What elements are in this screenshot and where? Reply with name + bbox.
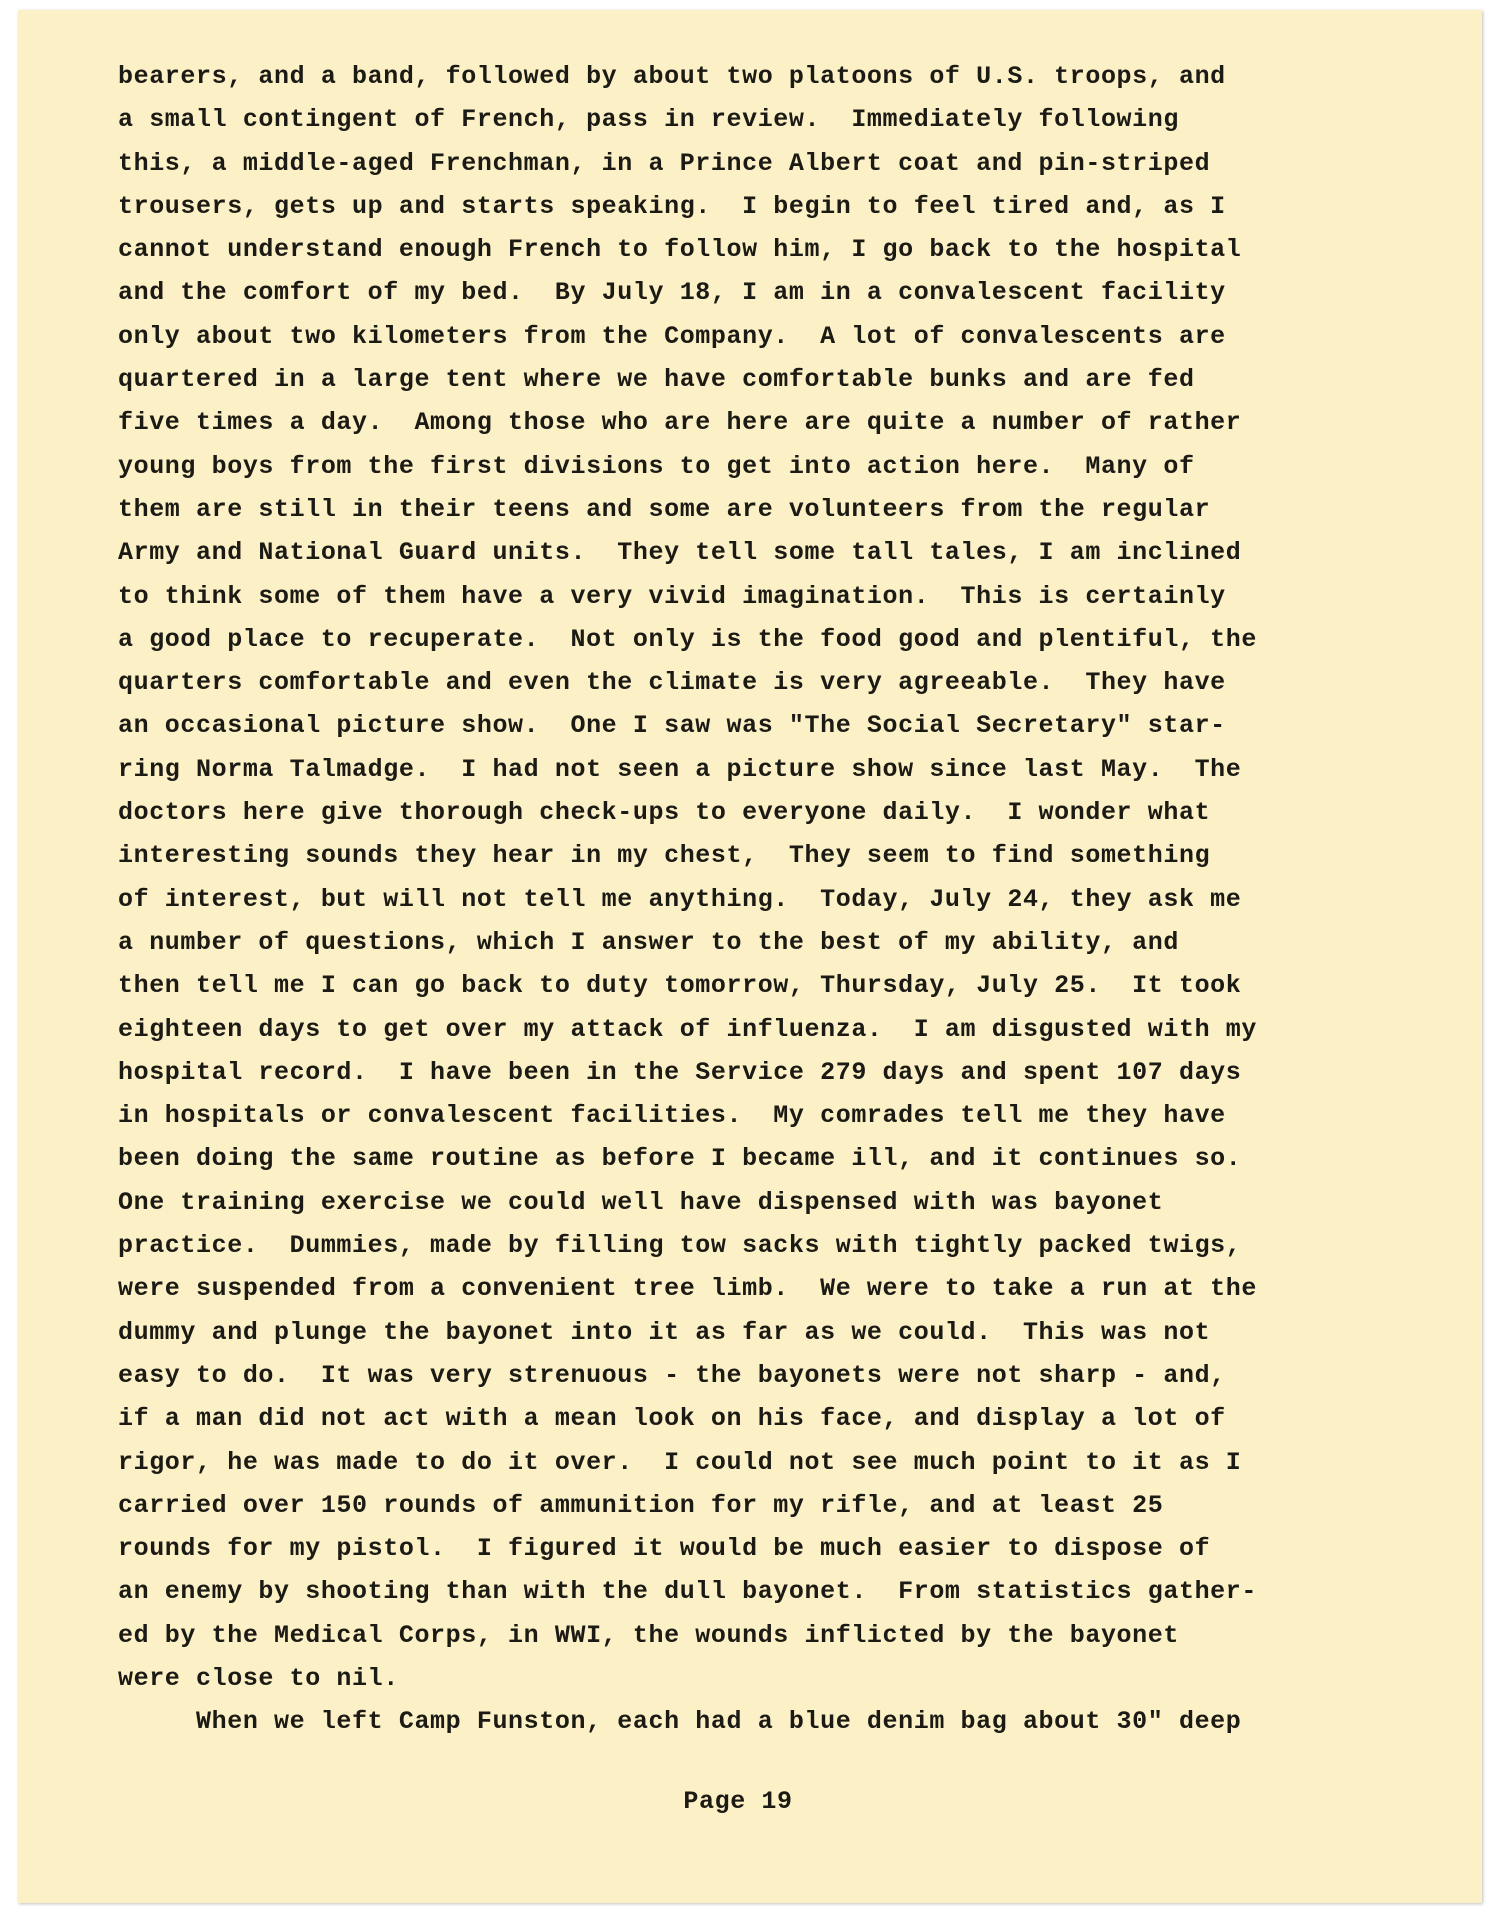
text-line: hospital record. I have been in the Service 279 days and spent 107 days <box>118 1057 1242 1087</box>
text-line: rounds for my pistol. I figured it would be much easier to dispose of <box>118 1534 1211 1564</box>
text-line: interesting sounds they hear in my chest, They seem to find something <box>118 841 1211 871</box>
text-line: dummy and plunge the bayonet into it as far as we could. This was not <box>118 1317 1211 1347</box>
text-line: them are still in their teens and some are volunteers from the regular <box>118 494 1211 524</box>
text-line: only about two kilometers from the Company. A lot of convalescents are <box>118 321 1226 351</box>
text-line: this, a middle-aged Frenchman, in a Prince Albert coat and pin-striped <box>118 148 1211 178</box>
text-line: Army and National Guard units. They tell some tall tales, I am inclined <box>118 538 1242 568</box>
typewritten-page <box>18 10 1482 1903</box>
text-line: in hospitals or convalescent facilities. My comrades tell me they have <box>118 1101 1226 1131</box>
text-line: a small contingent of French, pass in review. Immediately following <box>118 105 1179 135</box>
text-line: When we left Camp Funston, each had a blue denim bag about 30" deep <box>118 1707 1242 1737</box>
text-line: a good place to recuperate. Not only is the food good and plentiful, the <box>118 624 1257 654</box>
text-line: then tell me I can go back to duty tomorrow, Thursday, July 25. It took <box>118 971 1242 1001</box>
text-line: One training exercise we could well have dispensed with was bayonet <box>118 1187 1164 1217</box>
text-line: five times a day. Among those who are here are quite a number of rather <box>118 408 1242 438</box>
text-line: trousers, gets up and starts speaking. I begin to feel tired and, as I <box>118 191 1226 221</box>
text-line: were close to nil. <box>118 1663 399 1693</box>
text-line: a number of questions, which I answer to the best of my ability, and <box>118 927 1179 957</box>
text-line: were suspended from a convenient tree limb. We were to take a run at the <box>118 1274 1257 1304</box>
text-line: carried over 150 rounds of ammunition for my rifle, and at least 25 <box>118 1490 1164 1520</box>
text-line: if a man did not act with a mean look on his face, and display a lot of <box>118 1404 1226 1434</box>
text-line: cannot understand enough French to follow him, I go back to the hospital <box>118 235 1242 265</box>
text-line: eighteen days to get over my attack of influenza. I am disgusted with my <box>118 1014 1257 1044</box>
text-line: doctors here give thorough check-ups to everyone daily. I wonder what <box>118 798 1211 828</box>
text-line: young boys from the first divisions to get into action here. Many of <box>118 451 1195 481</box>
text-line: easy to do. It was very strenuous - the bayonets were not sharp - and, <box>118 1360 1226 1390</box>
text-line: to think some of them have a very vivid imagination. This is certainly <box>118 581 1226 611</box>
text-line: an enemy by shooting than with the dull bayonet. From statistics gather- <box>118 1577 1257 1607</box>
text-line: an occasional picture show. One I saw was "The Social Secretary" star- <box>118 711 1226 741</box>
text-line: ed by the Medical Corps, in WWI, the wounds inflicted by the bayonet <box>118 1620 1179 1650</box>
text-line: ring Norma Talmadge. I had not seen a picture show since last May. The <box>118 754 1242 784</box>
text-line: quarters comfortable and even the climate is very agreeable. They have <box>118 668 1226 698</box>
text-line: rigor, he was made to do it over. I could not see much point to it as I <box>118 1447 1242 1477</box>
text-line: practice. Dummies, made by filling tow sacks with tightly packed twigs, <box>118 1231 1242 1261</box>
text-line: bearers, and a band, followed by about two platoons of U.S. troops, and <box>118 62 1226 91</box>
text-line: quartered in a large tent where we have comfortable bunks and are fed <box>118 365 1195 395</box>
text-line: been doing the same routine as before I became ill, and it continues so. <box>118 1144 1242 1174</box>
body-text <box>118 55 1438 1744</box>
text-line: and the comfort of my bed. By July 18, I am in a convalescent facility <box>118 278 1226 308</box>
page-number: Page 19 <box>683 1787 793 1816</box>
text-line: of interest, but will not tell me anything. Today, July 24, they ask me <box>118 884 1242 914</box>
